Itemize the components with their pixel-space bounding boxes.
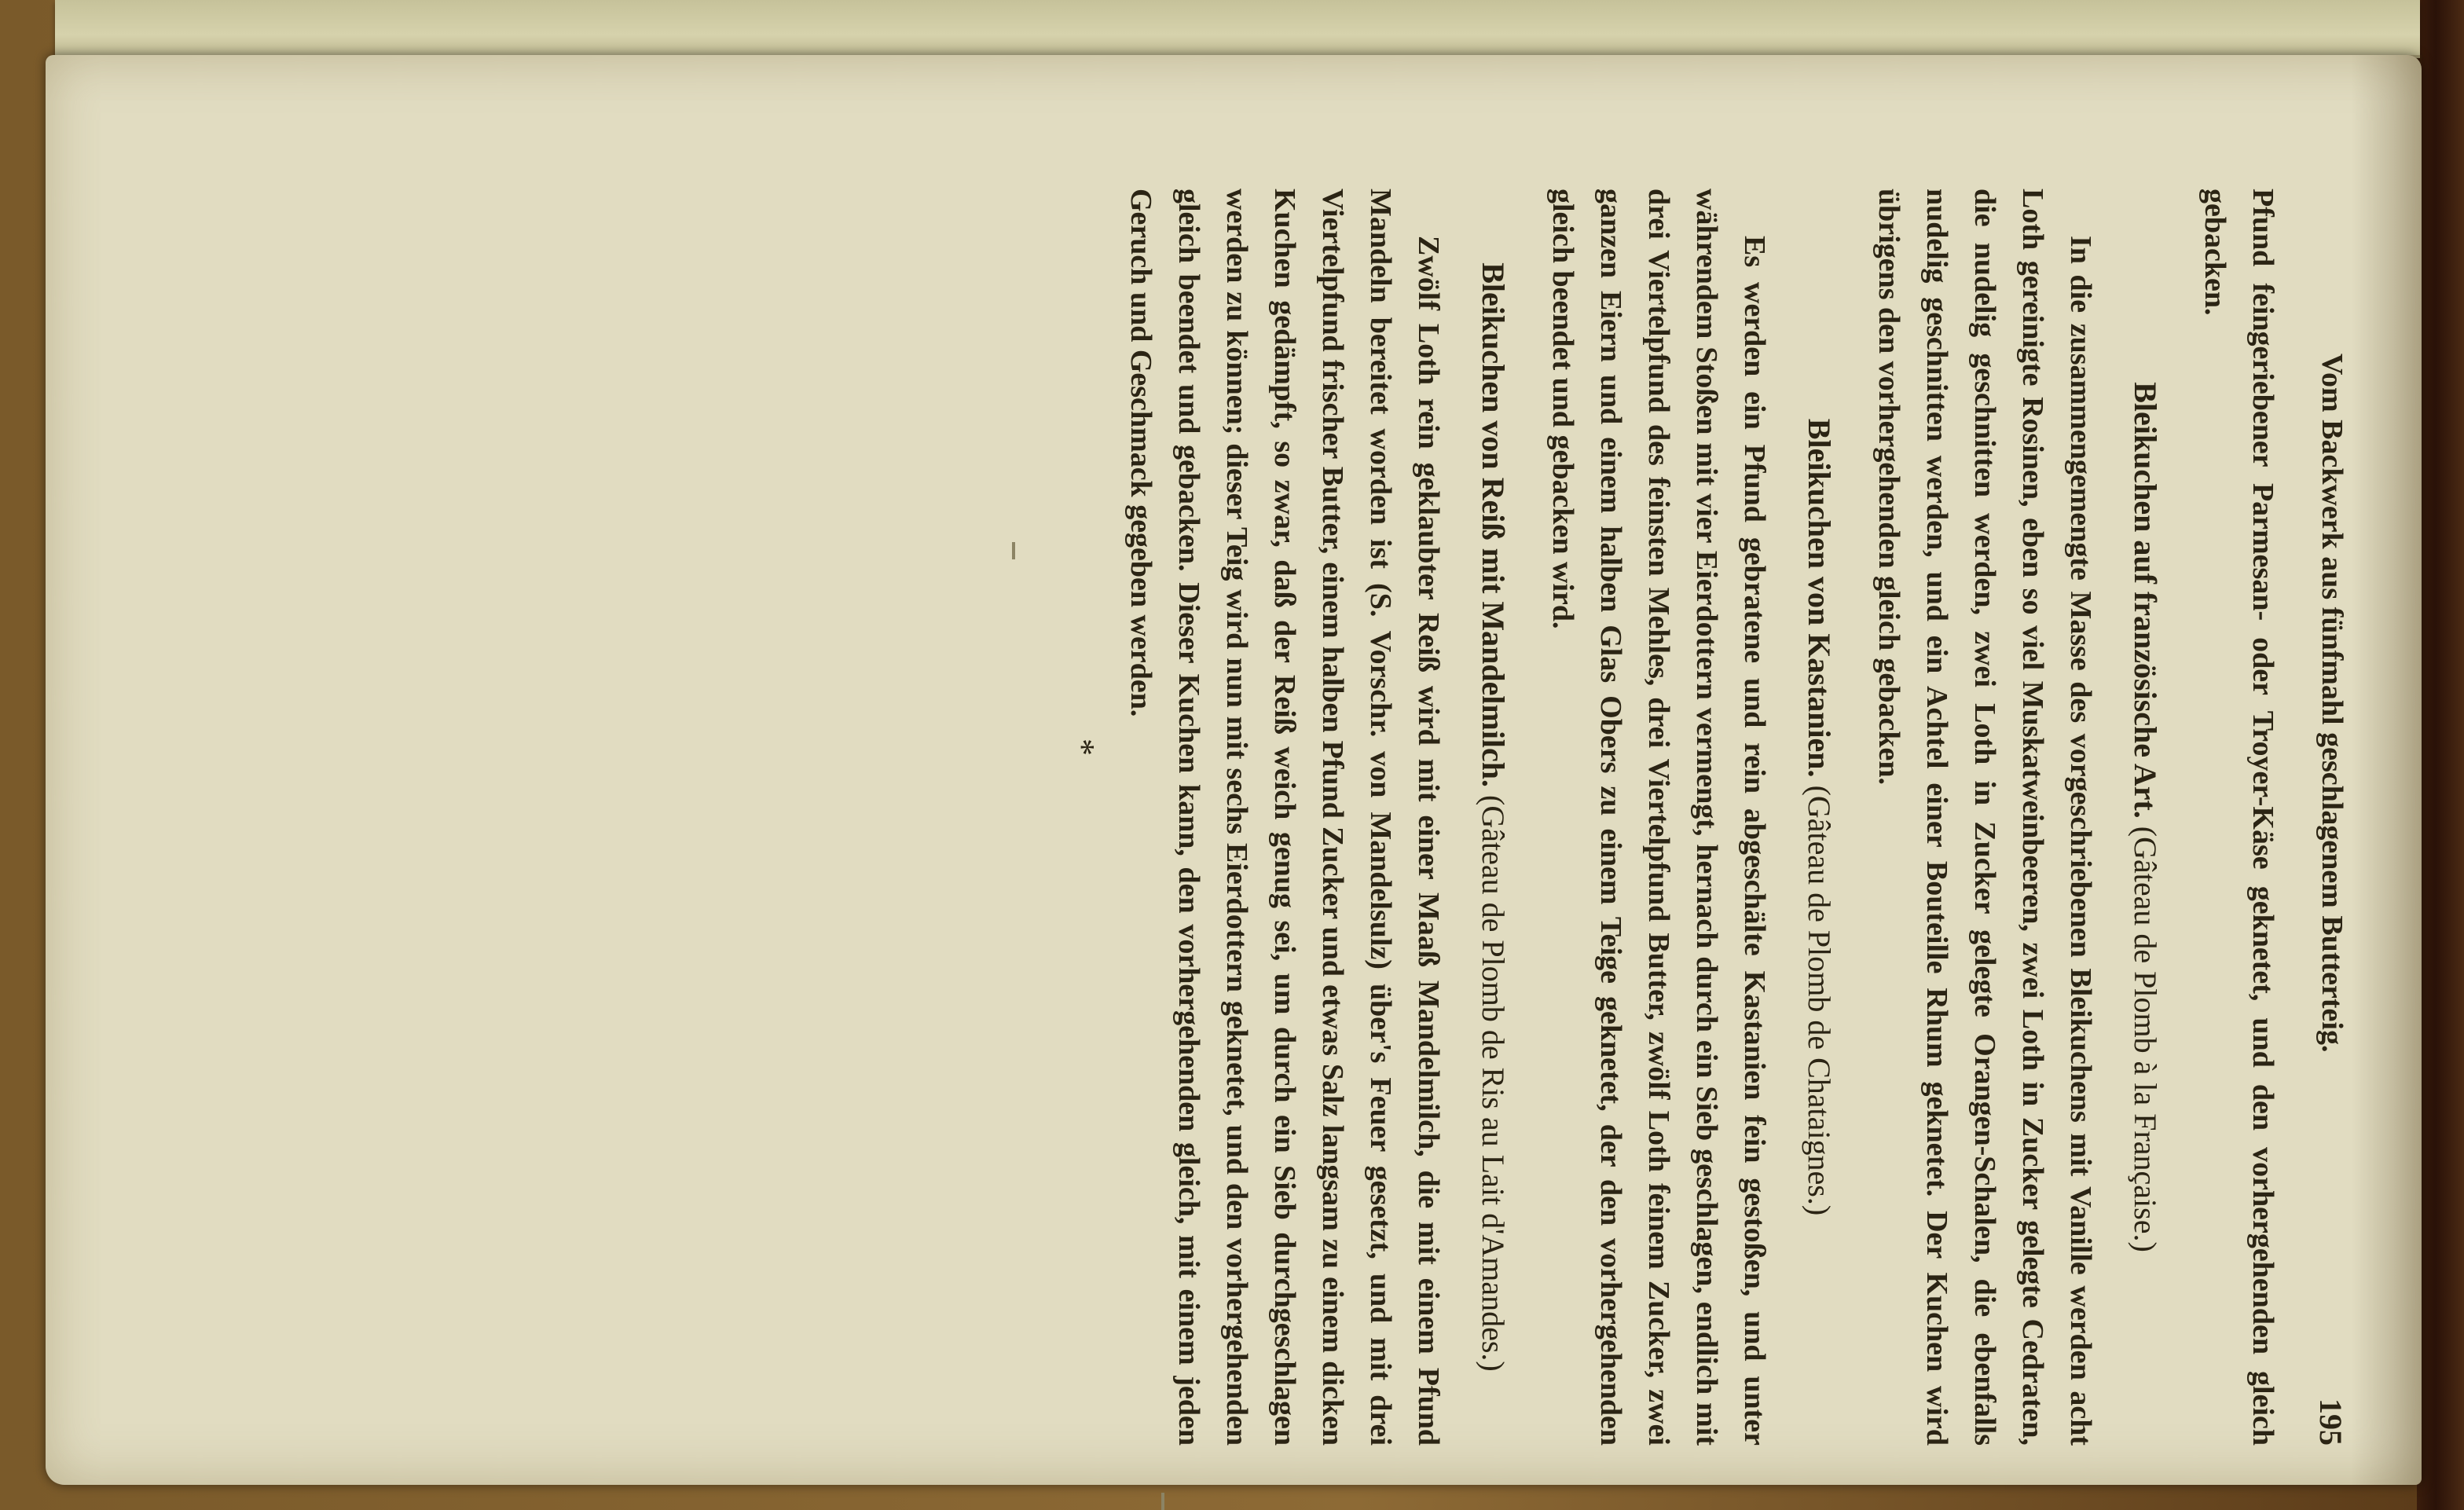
- recipe-heading: [2120, 189, 2170, 1446]
- page-header: [2302, 189, 2349, 1446]
- recipe-heading-french: (Gâteau de Plomb de Ris au Lait d'Amandes.): [1476, 795, 1511, 1372]
- recipe-heading-german: Bleikuchen auf französische Art.: [2128, 382, 2163, 819]
- recipe-heading-french: (Gâteau de Plomb à la Française.): [2128, 826, 2163, 1252]
- recipe-paragraph: Es werden ein Pfund gebratene und rein abgeschälte Kastanien fein gestoßen, und unter währendem Stoßen mit vier Eierdottern vermengt, hernach durch ein Sieb geschlagen, endlich mit drei Viertelpfund des feinsten Mehles, drei Viertelpfund Butter, zwölf Loth feinem Zucker, zwei ganzen Eiern und einem halben Glas Obers zu einem Teige geknetet, der den vorhergehenden gleich beendet und gebacken wird.: [1546, 189, 1771, 1446]
- recipe-heading-french: (Gâteau de Plomb de Chataignes.): [1802, 785, 1837, 1216]
- recipe-paragraph: In die zusammengemengte Masse des vorgeschriebenen Bleikuchens mit Vanille werden acht Loth gereinigte Rosinen, eben so viel Muskatweinbeeren, zwei Loth in Zucker gelegte Cedraten, die nudelig geschnitten werden, zwei Loth in Zucker gelegte Orangen-Schalen, die ebenfalls nudelig geschnitten werden, und ein Achtel einer Bouteille Rhum geknetet. Der Kuchen wird übrigens den vorhergehenden gleich gebacken.: [1872, 189, 2097, 1446]
- end-ornament: *: [1063, 739, 1102, 756]
- print-mark: [1161, 1493, 1164, 1510]
- facing-page-edge: [55, 0, 2420, 58]
- recipe-heading: [1468, 189, 1518, 1446]
- page-content: [1058, 189, 2286, 1446]
- paragraph-continuation: Pfund feingeriebener Parmesan- oder Troyer-Käse geknetet, und den vorhergehenden gleich gebacken.: [2198, 189, 2279, 1446]
- running-title: Vom Backwerk aus fünfmahl geschlagenem Butterteig.: [2316, 354, 2348, 1053]
- book-spine: [2417, 0, 2464, 1510]
- recipe-heading: [1794, 189, 1844, 1446]
- recipe-heading-german: Bleikuchen von Kastanien.: [1802, 418, 1837, 778]
- gutter-shadow: [2351, 55, 2422, 1485]
- rotated-text-block: [228, 189, 2349, 1446]
- page-number: 195: [2313, 1398, 2348, 1446]
- recipe-heading-german: Bleikuchen von Reiß mit Mandelmilch.: [1476, 262, 1511, 788]
- recipe-paragraph: Zwölf Loth rein geklaubter Reiß wird mit einer Maaß Mandelmilch, die mit einem Pfund Mandeln bereitet worden ist (S. Vorschr. von Mandelsulz) über's Feuer gesetzt, und mit drei Viertelpfund frischer Butter, einem halben Pfund Zucker und etwas Salz langsam zu einem dicken Kuchen gedämpft, so zwar, daß der Reiß weich genug sei, um durch ein Sieb durchgeschlagen werden zu können; dieser Teig wird nun mit sechs Eierdottern geknetet, und den vorhergehenden gleich beendet und gebacken. Dieser Kuchen kann, den vorhergehenden gleich, mit einem jeden Geruch und Geschmack gegeben werden.: [1124, 189, 1445, 1446]
